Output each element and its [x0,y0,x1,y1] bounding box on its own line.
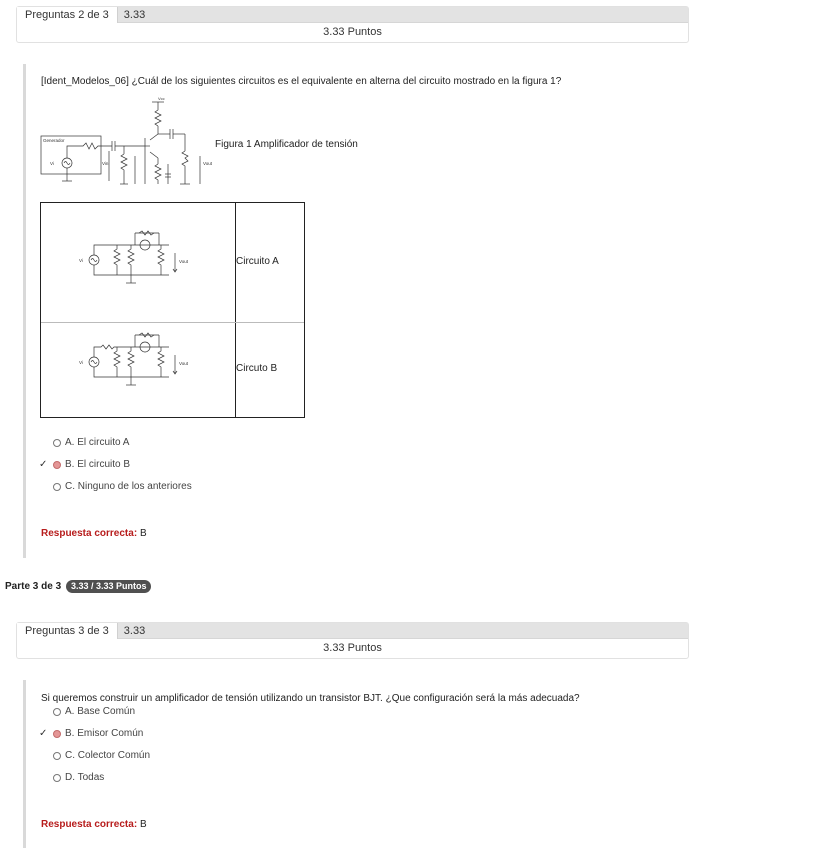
q3-correct-answer [41,819,147,830]
question-value: 3.33 [123,9,146,21]
question-3-text: Si queremos construir un amplificador de tensión utilizando un transistor BJT. ¿Que configuración será la más adecuada? [41,693,580,704]
vi-label: Vi [50,161,54,166]
question-points: 3.33 Puntos [323,642,382,654]
figure-1-caption: Figura 1 Amplificador de tensión [215,139,358,150]
q3-option-b-letter: B. [65,728,75,739]
circuit-a-vi-label: Vi [79,258,83,263]
q3-option-d-radio[interactable] [53,774,61,782]
q2-option-b-text: El circuito B [77,459,131,470]
question-2-text: [Ident_Modelos_06] ¿Cuál de los siguientes circuitos es el equivalente en alterna del circuito mostrado en la figura 1? [41,76,562,87]
q3-option-c[interactable] [53,749,253,763]
part-3-score-badge: 3.33 / 3.33 Puntos [66,580,152,593]
circuit-b-diagram [79,325,204,395]
circuit-a-label: Circuito A [236,256,279,267]
q2-option-b-radio[interactable] [53,461,61,469]
question-number: Preguntas 3 de 3 [17,623,118,639]
q2-option-c-label [65,480,192,494]
question-3-body [23,680,26,848]
part-3-label: Parte 3 de 3 [5,581,62,592]
q3-option-b-text: Emisor Común [77,728,144,739]
q2-option-b[interactable] [39,458,253,472]
circuit-b-label: Circuto B [236,363,278,374]
q3-option-a[interactable] [53,705,253,719]
correct-answer-label: Respuesta correcta: [41,819,138,830]
q3-option-a-radio[interactable] [53,708,61,716]
question-2-header-bar [17,7,688,23]
q2-option-b-label [65,458,130,472]
q2-option-a-label [65,436,129,450]
circuit-a-diagram [79,223,204,293]
q3-option-a-letter: A. [65,706,75,717]
question-3-header-bar [17,623,688,639]
question-2-body [23,64,26,558]
circuit-a-vout-label: Vout [179,259,189,264]
q2-option-a[interactable] [53,436,253,450]
vcc-label: Vcc [158,96,165,101]
question-2-header [16,6,689,43]
vin-label: Vin [102,161,109,166]
q3-option-a-text: Base Común [77,706,136,717]
vout-label: Vout [203,161,213,166]
q2-option-a-text: El circuito A [77,437,130,448]
q3-option-c-letter: C. [65,750,75,761]
part-3-heading [5,580,151,593]
q2-option-c[interactable] [53,480,253,494]
table-divider-horizontal [41,322,304,323]
question-points: 3.33 Puntos [323,26,382,38]
circuit-b-vi-label: Vi [79,360,83,365]
q3-option-b-label [65,727,143,741]
question-value: 3.33 [123,625,146,637]
q3-option-b-radio[interactable] [53,730,61,738]
q3-option-d-text: Todas [77,772,105,783]
circuit-b-vout-label: Vout [179,361,189,366]
q2-option-c-radio[interactable] [53,483,61,491]
q3-option-a-label [65,705,135,719]
q2-option-a-radio[interactable] [53,439,61,447]
correct-check-icon: ✓ [39,459,48,470]
q3-option-d-label [65,771,104,785]
circuits-table [40,202,305,418]
q3-option-c-radio[interactable] [53,752,61,760]
q3-option-d-letter: D. [65,772,75,783]
q2-correct-answer [41,528,147,539]
q2-option-c-letter: C. [65,481,75,492]
table-divider-vertical [235,203,236,417]
generator-label: Generador [43,138,65,143]
correct-answer-label: Respuesta correcta: [41,528,138,539]
q2-option-b-letter: B. [65,459,75,470]
question-number: Preguntas 2 de 3 [17,7,118,23]
q3-option-d[interactable] [53,771,253,785]
correct-answer-value: B [139,819,147,830]
q3-option-c-label [65,749,150,763]
q2-option-c-text: Ninguno de los anteriores [77,481,192,492]
q3-option-c-text: Colector Común [77,750,151,761]
correct-check-icon: ✓ [39,728,48,739]
correct-answer-value: B [139,528,147,539]
q3-option-b[interactable] [39,727,253,741]
question-3-header [16,622,689,659]
q2-option-a-letter: A. [65,437,75,448]
figure-1-amplifier-circuit [40,96,215,196]
